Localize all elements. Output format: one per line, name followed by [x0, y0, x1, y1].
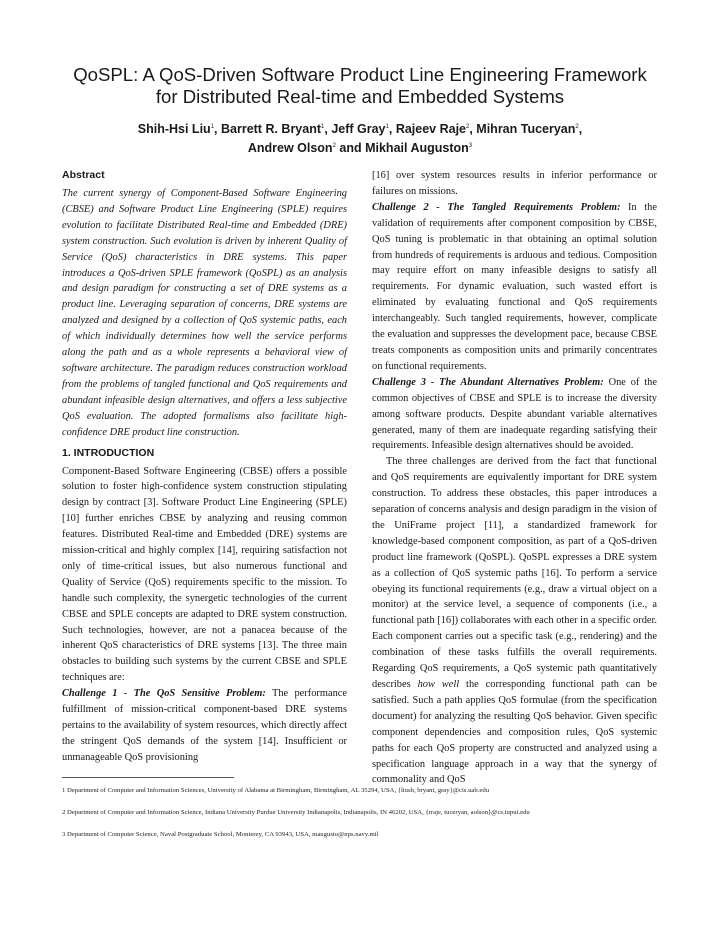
- author-affiliation-mark: 1: [210, 124, 215, 130]
- title-line-1: QoSPL: A QoS-Driven Software Product Line Engineering Framework: [73, 64, 647, 85]
- challenge-1-text: The performance fulfillment of mission-critical component-based DRE systems pertains to the availability of system resources, which directly affect the stringent QoS demands of the system [14]. Insufficient or unmanageable QoS provisioning: [62, 688, 347, 763]
- challenge-2-paragraph: [372, 200, 657, 375]
- continued-paragraph: [16] over system resources results in inferior performance or failures on missions.: [372, 170, 657, 197]
- author-affiliation-mark: 1: [321, 124, 325, 130]
- introduction-heading: 1. INTRODUCTION: [62, 446, 155, 459]
- author: Rajeev Raje: [395, 122, 466, 137]
- abstract-text: The current synergy of Component-Based Software Engineering (CBSE) and Software Product Line Engineering (SPLE) requires evolution to facilitate Distributed Real-time and Embedded (DRE) system construction. Such evolution is driven by inherent Quality of Service (QoS) characteristics in DRE systems. This paper introduces a QoS-driven SPLE framework (QoSPL) as an analysis and design paradigm for constructing a set of DRE systems as a product line. Leveraging separation of concerns, DRE systems are analyzed and designed by a collection of QoS systemic paths, each of which individually determines how well the service performs along the path and as a whole represents a behavioral view of software architecture. The paradigm reduces construction workload from the problems of tangled functional and QoS requirements and abundant infeasible design alternatives, and offers a less subjective QoS evaluation. The adopted formalisms also facilitate high-confidence DRE product line construction.: [62, 188, 347, 438]
- author-affiliation-mark: 3: [468, 143, 473, 150]
- author: Andrew Olson: [247, 141, 333, 156]
- challenge-1-title: Challenge 1 - The QoS Sensitive Problem:: [62, 688, 266, 700]
- author-affiliation-mark: 2: [466, 124, 470, 130]
- challenge-2-title: Challenge 2 - The Tangled Requirements Problem:: [372, 201, 621, 213]
- footnote-3: 3 Department of Computer Science, Naval Postgraduate School, Monterey, CA 93943, USA, maugusto@nps.navy.mil: [62, 831, 379, 838]
- author: Shih-Hsi Liu: [137, 122, 211, 137]
- challenge-3-title: Challenge 3 - The Abundant Alternatives Problem:: [372, 376, 604, 388]
- author: Mikhail Auguston: [365, 141, 469, 156]
- qospl-emphasis: how well: [417, 679, 460, 690]
- author-list: [40, 119, 680, 157]
- qospl-text-a: The three challenges are derived from the fact that functional and QoS requirements are equivalently important for DRE system construction. To address these obstacles, this paper introduces a separation of concerns analysis and design paradigm in the vision of the UniFrame project [11], a standardized framework for knowledge-based component composition, as part of a QoS-driven product line framework (QoSPL). QoSPL expresses a DRE system as a collection of QoS systemic paths [16]. To perform a service obeying its functional requirements (e.g., draw a virtual object on a monitor) at the service level, a sequence of components (i.e., a functional path [16]) collaborates with each other in a specific order. Each component carries out a specific task (e.g., rendering) and the combination of these tasks fulfills the overall requirements. Regarding QoS requirements, a QoS systemic path quantitatively describes: [372, 456, 657, 690]
- author-separator: ,: [469, 122, 477, 137]
- challenge-3-text: One of the common objectives of CBSE and SPLE is to increase the diversity among software products. Despite abundant variable alternatives generated, many of them are inadequate regarding satisfying their requirements. Infeasible design alternatives should be avoided.: [372, 376, 657, 452]
- footnote-rule: [62, 777, 234, 778]
- paper-title: [40, 64, 680, 108]
- author: Mihran Tuceryan: [476, 122, 576, 137]
- author-separator: and: [335, 141, 366, 156]
- abstract-heading: Abstract: [62, 169, 105, 181]
- author-affiliation-mark: 1: [385, 124, 389, 130]
- author-separator: ,: [324, 122, 332, 137]
- right-column: [372, 168, 657, 788]
- footnote-2: 2 Department of Computer and Information Science, Indiana University Purdue University Indianapolis, Indianapolis, IN 46202, USA, {rraje, tuceryan, aolson}@cs.iupui.edu: [62, 809, 530, 816]
- title-line-2: for Distributed Real-time and Embedded Systems: [155, 86, 565, 107]
- intro-paragraph: Component-Based Software Engineering (CBSE) offers a possible solution to foster high-confidence system construction stipulating design by contract [3]. Software Product Line Engineering (SPLE) [10] further enriches CBSE by analyzing and reusing common features. Distributed Real-time and Embedded (DRE) systems are mission-critical and highly complex [14], requiring satisfaction not only of time-critical issues, but also numerous functional and Quality of Service (QoS) requirements specific to the mission. To handle such complexity, the synergetic technologies of the current CBSE and SPLE concepts are adapted to DRE system construction. Such technologies, however, are not a panacea because of the inherent QoS characteristics of DRE systems [13]. The three main obstacles to building such systems by the current CBSE and SPLE techniques are:: [62, 465, 347, 684]
- challenge-3-paragraph: [372, 375, 657, 455]
- author-affiliation-mark: 2: [332, 143, 336, 150]
- author: Jeff Gray: [331, 122, 386, 137]
- qospl-text-b: the corresponding functional path can be satisfied. Such a path applies QoS formulae (from the specification document) for analyzing the resulting QoS behavior. Given specific component dependencies and composition rules, QoS systemic paths for each QoS property are constructed and analyzed using a specification language approach in a way that the synergy of commonality and QoS: [372, 679, 657, 786]
- challenge-2-text: In the validation of requirements after component composition by CBSE, QoS tuning is problematic in that obtaining an optimal solution from hundreds of requirements is arduous and tedious. Composition may require effort on many infeasible designs to satisfy all requirements. For dynamic evaluation, such wasted effort is eliminated by evaluating functional and QoS requirements interchangeably. Such tangled requirements, however, complicate the evaluation and suppresses the development pace, because CBSE treats components as composition units and primarily concentrates on functional requirements.: [372, 201, 657, 372]
- author: Barrett R. Bryant: [220, 122, 322, 137]
- author-separator: ,: [578, 122, 583, 137]
- challenge-1-paragraph: [62, 686, 347, 766]
- qospl-overview-paragraph: [372, 454, 657, 788]
- left-column: [62, 168, 347, 766]
- author-separator: ,: [388, 122, 396, 137]
- author-affiliation-mark: 2: [575, 124, 579, 130]
- footnote-1: 1 Department of Computer and Information Sciences, University of Alabama at Birmingham, Birmingham, AL 35294, USA, {liush, bryant, gray}@cis.uab.edu: [62, 787, 490, 794]
- author-separator: ,: [214, 122, 221, 137]
